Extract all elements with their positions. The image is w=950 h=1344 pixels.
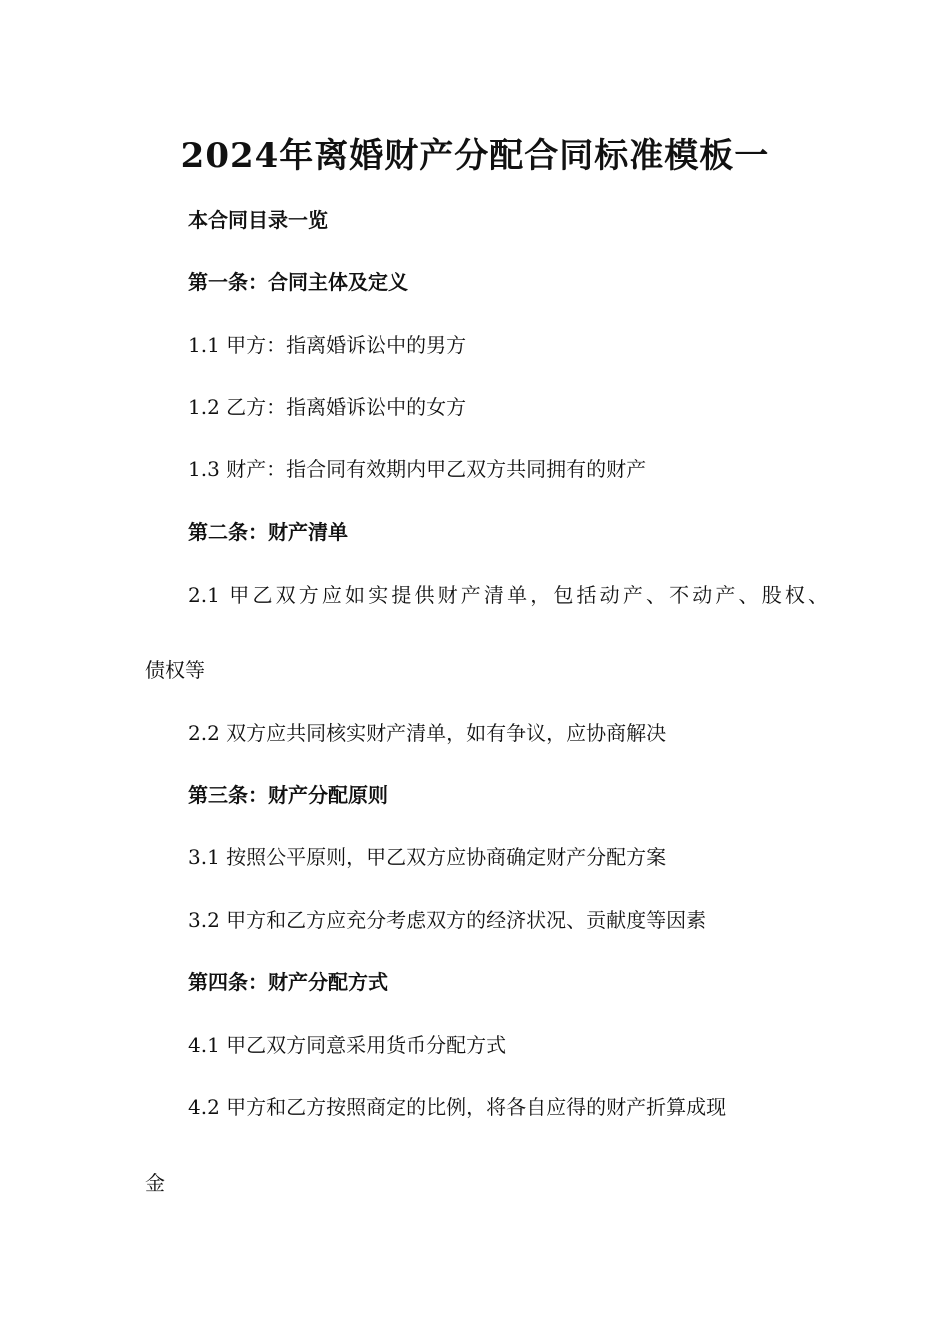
clause-2-1-continuation: 债权等 (145, 658, 205, 682)
section-heading-3: 第三条：财产分配原则 (188, 783, 388, 807)
section-heading-2: 第二条：财产清单 (188, 520, 348, 544)
section-heading-1: 第一条：合同主体及定义 (188, 270, 408, 294)
section-heading-4: 第四条：财产分配方式 (188, 970, 388, 994)
clause-3-1: 3.1 按照公平原则，甲乙双方应协商确定财产分配方案 (188, 845, 667, 869)
clause-2-2: 2.2 双方应共同核实财产清单，如有争议，应协商解决 (188, 721, 667, 745)
toc-heading: 本合同目录一览 (188, 208, 328, 232)
clause-1-2: 1.2 乙方：指离婚诉讼中的女方 (188, 395, 467, 419)
clause-1-3: 1.3 财产：指合同有效期内甲乙双方共同拥有的财产 (188, 457, 647, 481)
clause-4-1: 4.1 甲乙双方同意采用货币分配方式 (188, 1033, 507, 1057)
clause-2-1: 2.1 甲乙双方应如实提供财产清单，包括动产、不动产、股权、 (188, 583, 828, 607)
document-title: 2024年离婚财产分配合同标准模板一 (180, 136, 770, 176)
clause-4-2: 4.2 甲方和乙方按照商定的比例，将各自应得的财产折算成现 (188, 1095, 727, 1119)
clause-3-2: 3.2 甲方和乙方应充分考虑双方的经济状况、贡献度等因素 (188, 908, 707, 932)
clause-4-2-continuation: 金 (145, 1171, 165, 1195)
clause-1-1: 1.1 甲方：指离婚诉讼中的男方 (188, 333, 467, 357)
